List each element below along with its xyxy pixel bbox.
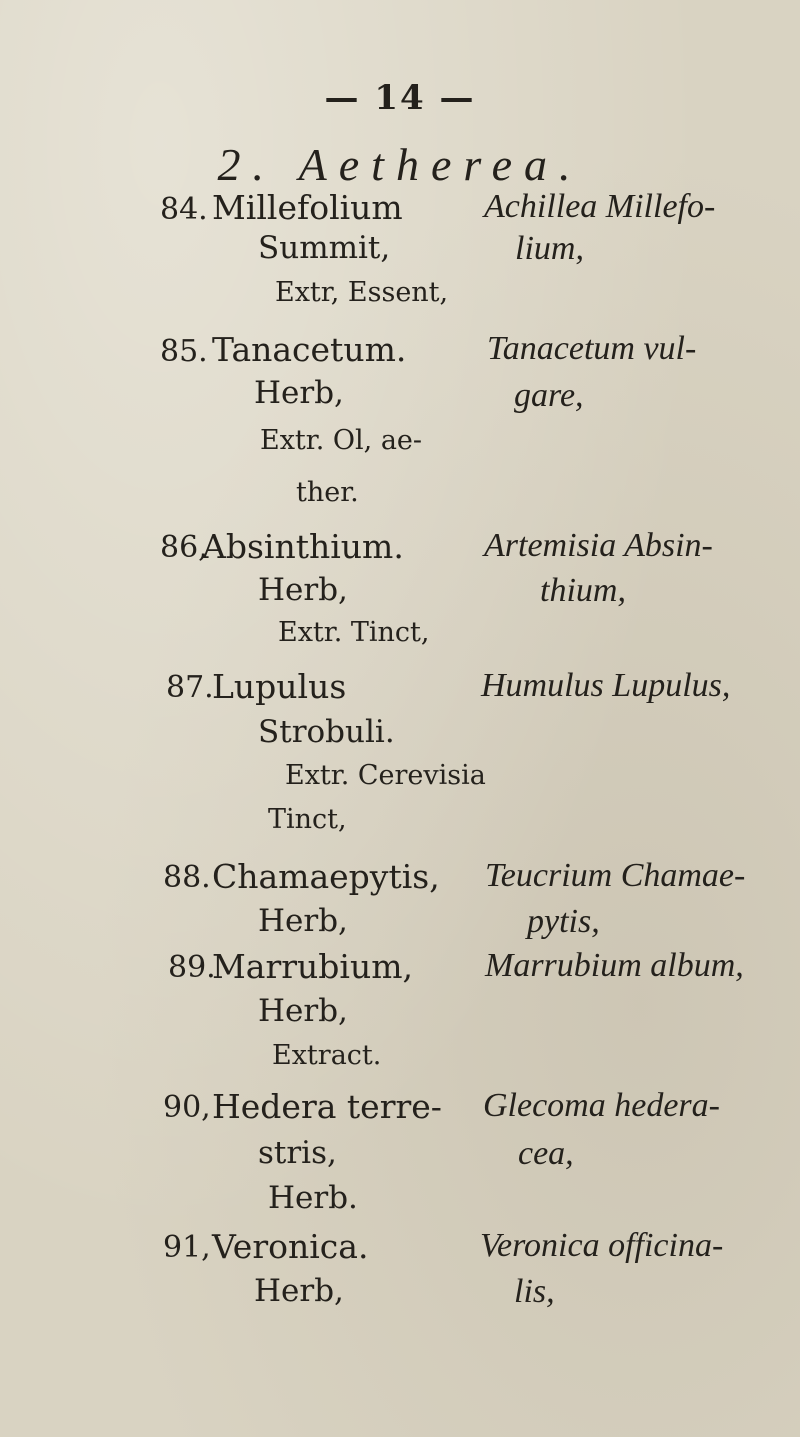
entry-part: Strobuli. [258,714,395,750]
entry-number: 90, [163,1090,211,1125]
entry-name: Veronica. [212,1227,369,1266]
entry-part: ther. [296,477,359,508]
entry-part: Extr, Essent, [275,277,449,308]
section-title: 2. Aetherea. [217,139,583,190]
entry-part: Herb, [258,993,348,1029]
entry-name: Tanacetum. [212,330,407,369]
botanical-name: thium, [540,572,626,609]
entry-name: Lupulus [212,667,347,706]
botanical-name: Veronica officina- [480,1227,724,1264]
entry-number: 86, [160,530,208,565]
botanical-name: lis, [514,1273,555,1310]
page-number: — 14 — [324,78,476,118]
entry-name: Marrubium, [212,947,413,986]
botanical-name: Teucrium Chamae- [485,857,746,894]
entry-number: 84. [160,192,208,227]
entry-part: stris, [258,1135,337,1171]
botanical-name: Tanacetum vul- [487,330,697,367]
entry-number: 89. [168,950,216,985]
botanical-name: Artemisia Absin- [484,527,713,564]
botanical-name: Glecoma hedera- [483,1087,720,1124]
entry-number: 87. [166,670,214,705]
entry-part: Extr. Cerevisia [285,760,486,791]
entry-part: Herb, [254,1273,344,1309]
entry-name: Absinthium. [202,527,404,566]
entry-number: 85. [160,334,208,369]
entry-number: 88. [163,860,211,895]
botanical-name: lium, [515,230,584,267]
entry-name: Hedera terre- [212,1087,442,1126]
entry-part: Herb, [254,375,344,411]
botanical-name: Humulus Lupulus, [481,667,731,704]
entry-number: 91, [163,1230,211,1265]
entry-part: Herb, [258,572,348,608]
botanical-name: pytis, [527,903,600,940]
entry-part: Tinct, [268,804,347,835]
entry-part: Summit, [258,230,391,266]
entry-part: Extr. Ol, ae- [260,425,423,456]
botanical-name: Achillea Millefo- [484,188,716,225]
entry-part: Extract. [272,1040,382,1071]
entry-part: Herb. [268,1180,358,1216]
entry-part: Extr. Tinct, [278,617,430,648]
entry-part: Herb, [258,903,348,939]
botanical-name: gare, [514,377,584,414]
botanical-name: Marrubium album, [485,947,744,984]
entry-name: Millefolium [212,188,403,227]
entry-name: Chamaepytis, [212,857,440,896]
botanical-name: cea, [518,1135,574,1172]
